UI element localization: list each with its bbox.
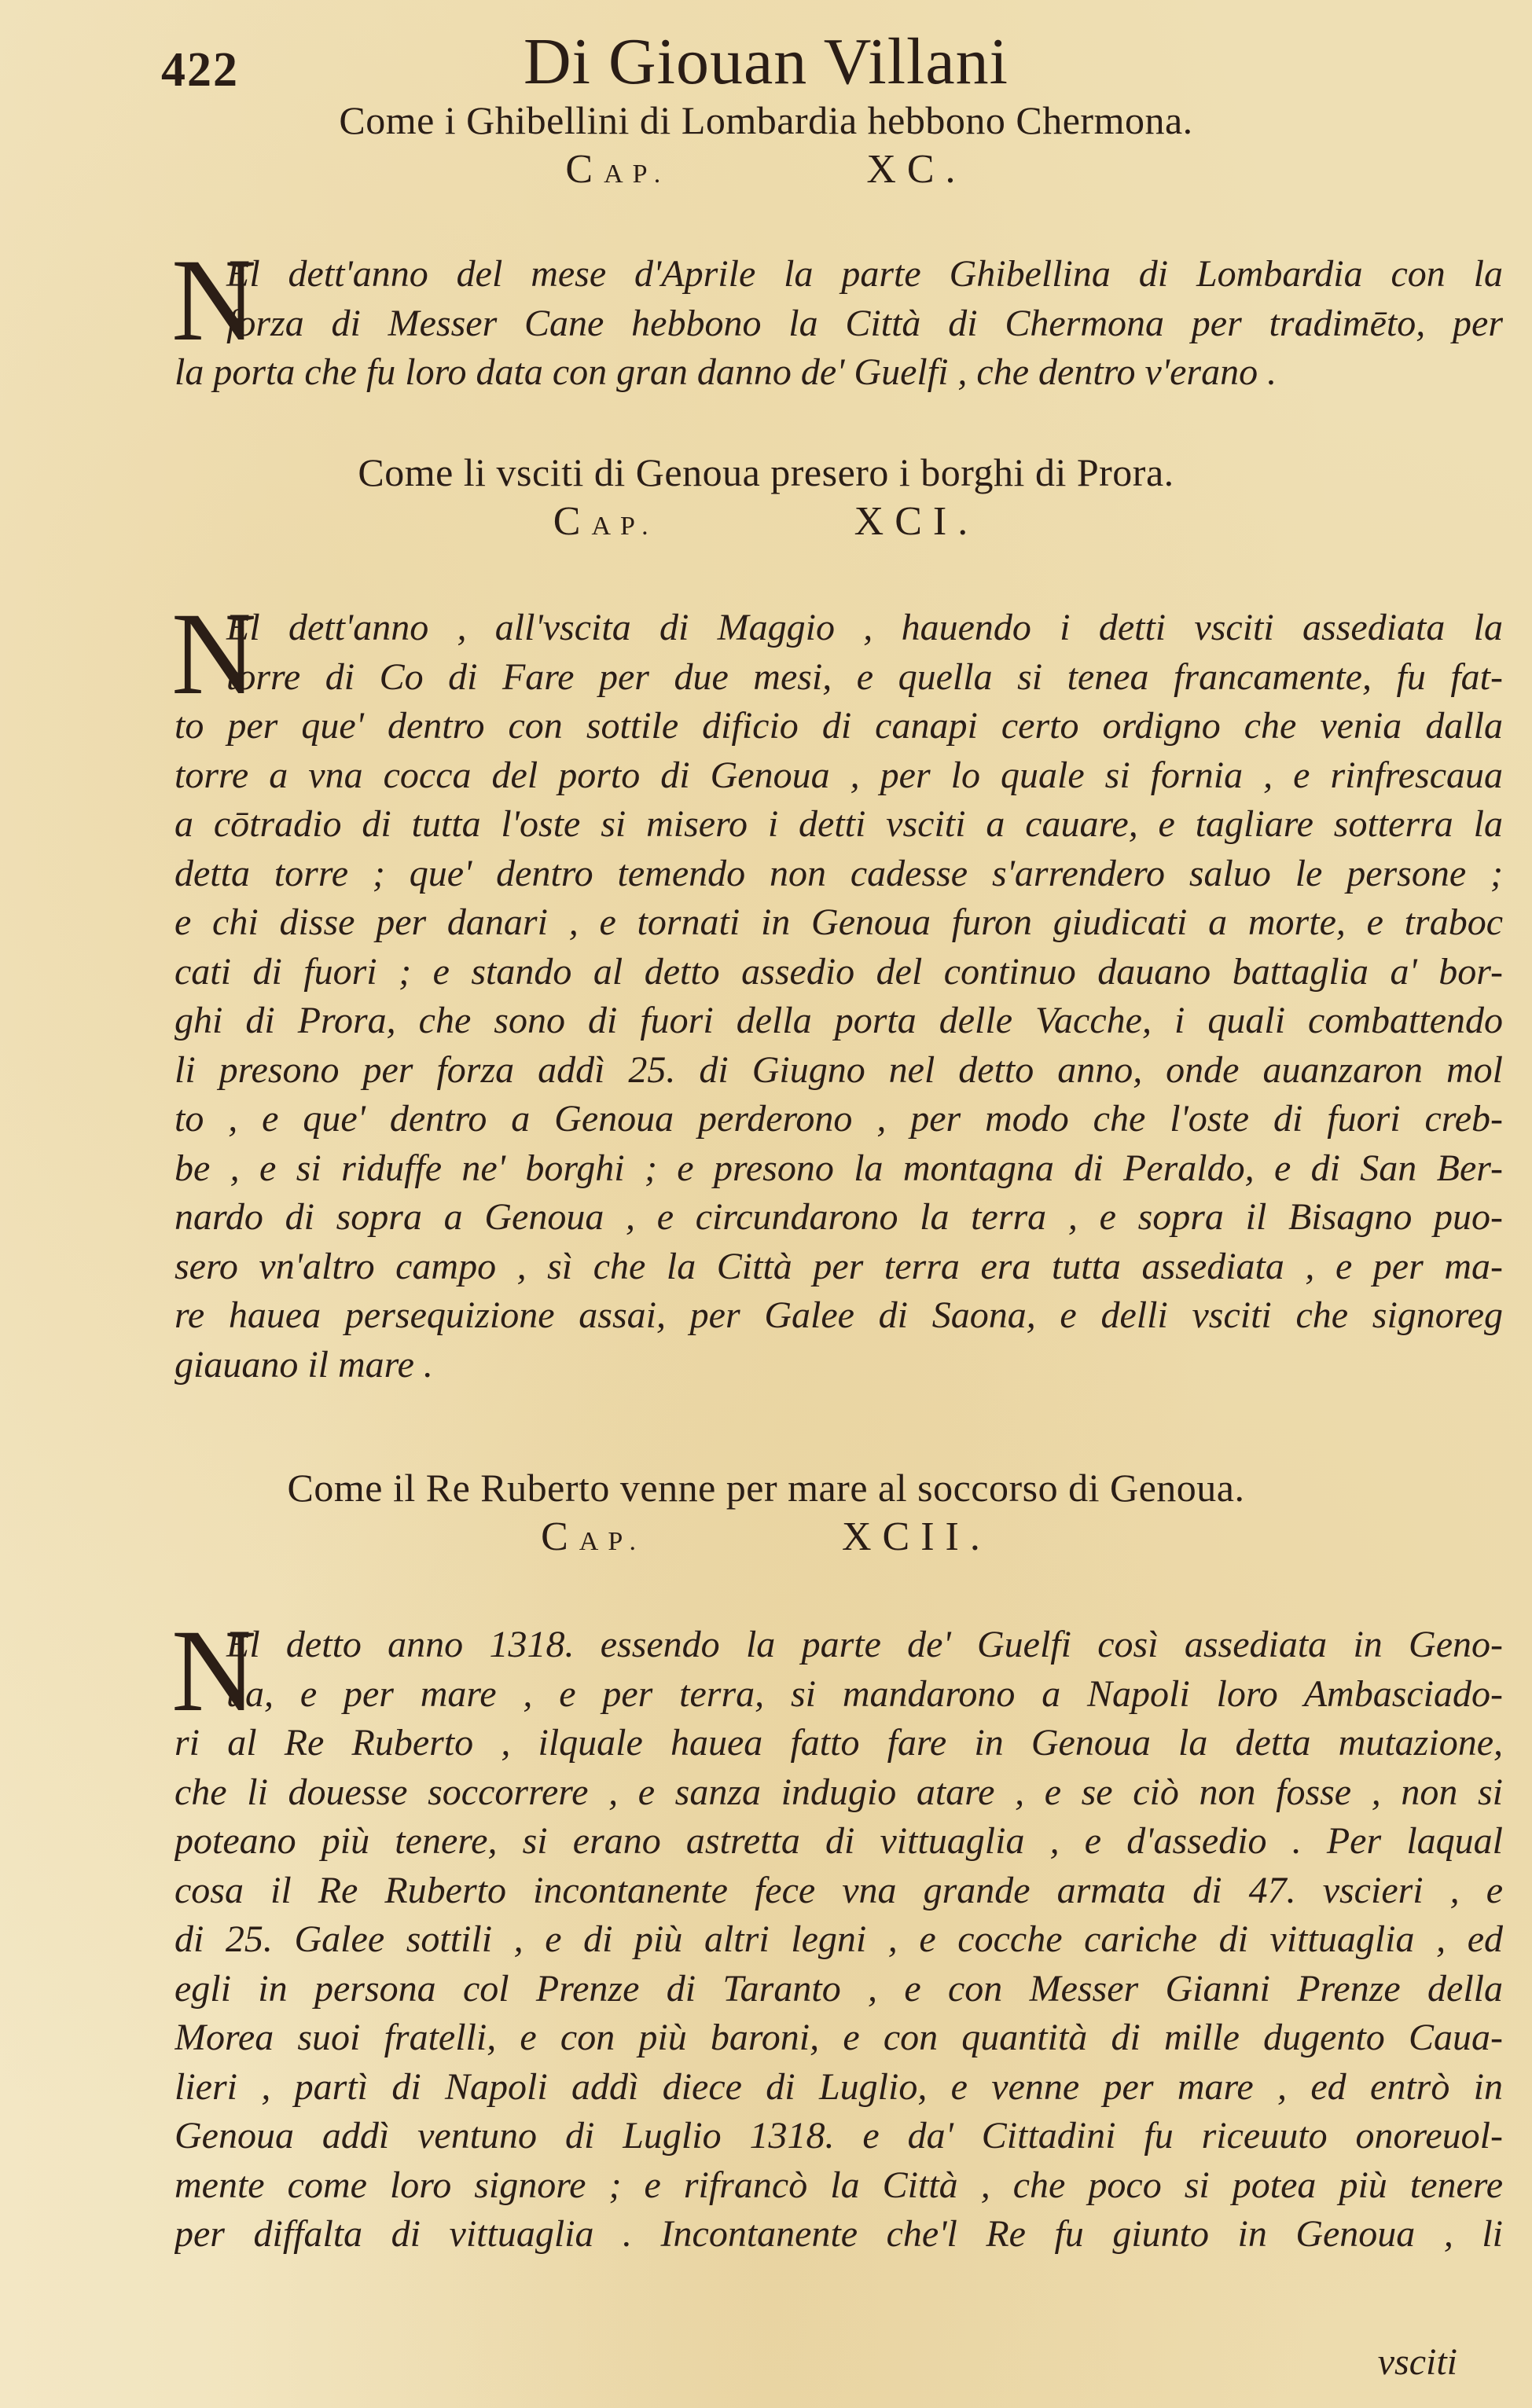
chapter-text-xc (171, 235, 1503, 398)
cap-label: CAP. (541, 1514, 645, 1559)
chapter-title: Come il Re Ruberto venne per mare al soccorso di Genoua. (287, 1466, 1245, 1510)
text-line: li presono per forza addì 25. di Giugno nel detto anno, onde auanzaron mol (175, 1048, 1503, 1091)
text-line: torre di Co di Fare per due mesi, e quella si tenea francamente, fu fat- (226, 655, 1503, 698)
cap-label: CAP. (565, 147, 670, 192)
text-line: Genoua addì ventuno di Luglio 1318. e da' Cittadini fu riceuuto onoreuol- (175, 2115, 1503, 2157)
catchword: vsciti (1377, 2341, 1457, 2383)
chapter-heading-xc (0, 96, 1532, 200)
text-line: cati di fuori ; e stando al detto assedio del continuo dauano battaglia a' bor- (175, 950, 1503, 993)
drop-cap: N (171, 235, 257, 365)
running-head (0, 17, 1532, 104)
chapter-number (0, 497, 1532, 552)
page-number: 422 (161, 43, 239, 97)
chapter-heading-xcii (0, 1463, 1532, 1567)
text-line: ua, e per mare , e per terra, si mandarono a Napoli loro Ambasciado- (226, 1672, 1503, 1715)
chapter-title: Come li vsciti di Genoua presero i borghi di Prora. (358, 450, 1174, 494)
running-title: Di Giouan Villani (523, 25, 1009, 98)
text-line: ghi di Prora, che sono di fuori della porta delle Vacche, i quali combattendo (175, 1000, 1503, 1041)
text-line: torre a vna cocca del porto di Genoua , per lo quale si fornia , e rinfrescaua (175, 754, 1503, 796)
text-line: forza di Messer Cane hebbono la Città di Chermona per tradimēto, per (226, 302, 1503, 344)
text-line: di 25. Galee sottili , e di più altri legni , e cocche cariche di vittuaglia , ed (175, 1918, 1503, 1960)
text-line: lieri , partì di Napoli addì diece di Luglio, e venne per mare , ed entrò in (175, 2065, 1503, 2108)
chapter-heading-xci (0, 448, 1532, 552)
text-line: egli in persona col Prenze di Taranto , e con Messer Gianni Prenze della (175, 1967, 1503, 2010)
chapter-title: Come i Ghibellini di Lombardia hebbono Chermona. (339, 98, 1193, 142)
text-line: a cōtradio di tutta l'oste si misero i detti vsciti a cauare, e tagliare sotterra la (175, 803, 1503, 845)
text-line: poteano più tenere, si erano astretta di vittuaglia , e d'assedio . Per laqual (175, 1820, 1503, 1862)
text-line: El detto anno 1318. essendo la parte de' Guelfi così assediata in Geno- (226, 1624, 1503, 1665)
text-line: che li douesse soccorrere , e sanza indugio atare , e se ciò non fosse , non si (175, 1771, 1503, 1813)
chapter-text-xcii (171, 1606, 1503, 2259)
cap-label: CAP. (553, 499, 658, 544)
text-line: El dett'anno , all'vscita di Maggio , hauendo i detti vsciti assediata la (226, 607, 1503, 648)
text-line: to , e que' dentro a Genoua perderono , per modo che l'oste di fuori creb- (175, 1098, 1503, 1140)
text-line: per diffalta di vittuaglia . Incontanente che'l Re fu giunto in Genoua , li (175, 2213, 1503, 2255)
cap-roman-numeral: XCII. (842, 1514, 991, 1559)
text-line: cosa il Re Ruberto incontanente fece vna grande armata di 47. vscieri , e (175, 1869, 1503, 1911)
text-line: re hauea persequizione assai, per Galee di Saona, e delli vsciti che signoreg (175, 1294, 1503, 1336)
cap-roman-numeral: XC. (866, 147, 967, 192)
text-line: ri al Re Ruberto , ilquale hauea fatto fare in Genoua la detta mutazione, (175, 1722, 1503, 1764)
drop-cap: N (171, 589, 257, 719)
text-line: sero vn'altro campo , sì che la Città per terra era tutta assediata , e per ma- (175, 1245, 1503, 1287)
cap-roman-numeral: XCI. (854, 499, 979, 544)
text-line: mente come loro signore ; e rifrancò la Città , che poco si potea più tenere (175, 2164, 1503, 2206)
text-line: El dett'anno del mese d'Aprile la parte Ghibellina di Lombardia con la (226, 253, 1503, 295)
text-line: giauano il mare . (175, 1343, 433, 1386)
chapter-text-xci (171, 589, 1503, 1389)
text-line: la porta che fu loro data con gran danno de' Guelfi , che dentro v'erano . (175, 351, 1277, 393)
drop-cap: N (171, 1606, 257, 1736)
chapter-number (0, 1512, 1532, 1567)
text-line: to per que' dentro con sottile dificio di canapi certo ordigno che venia dalla (175, 705, 1503, 747)
text-line: nardo di sopra a Genoua , e circundarono la terra , e sopra il Bisagno puo- (175, 1196, 1503, 1238)
chapter-number (0, 145, 1532, 200)
text-line: Morea suoi fratelli, e con più baroni, e con quantità di mille dugento Caua- (175, 2017, 1503, 2058)
text-line: e chi disse per danari , e tornati in Genoua furon giudicati a morte, e traboc (175, 901, 1503, 943)
text-line: be , e si riduffe ne' borghi ; e presono la montagna di Peraldo, e di San Ber- (175, 1147, 1503, 1189)
text-line: detta torre ; que' dentro temendo non cadesse s'arrendero saluo le persone ; (175, 852, 1503, 894)
